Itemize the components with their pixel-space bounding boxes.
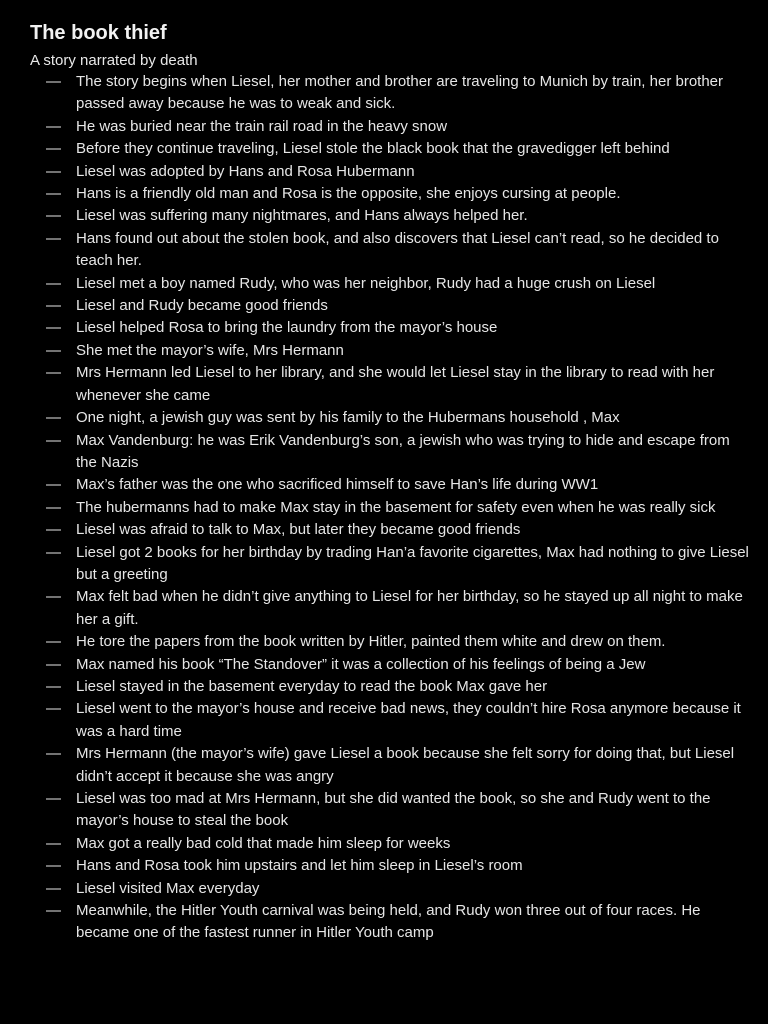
- list-item-text: Liesel was afraid to talk to Max, but later they became good friends: [76, 521, 521, 539]
- list-item-text: Max felt bad when he didn’t give anything to Liesel for her birthday, so he stayed up all night to make her a gift.: [76, 588, 743, 628]
- list-item-text: Mrs Hermann led Liesel to her library, and she would let Liesel stay in the library to read with her whenever she came: [76, 364, 715, 404]
- list-item-text: One night, a jewish guy was sent by his family to the Hubermans household , Max: [76, 409, 620, 427]
- dash-bullet-icon: —: [46, 857, 61, 875]
- list-item[interactable]: [30, 586, 750, 631]
- list-item[interactable]: [30, 631, 750, 653]
- list-item[interactable]: [30, 542, 750, 587]
- dash-bullet-icon: —: [46, 879, 61, 897]
- list-item-text: Liesel visited Max everyday: [76, 879, 260, 897]
- list-item[interactable]: [30, 138, 750, 160]
- list-item[interactable]: [30, 340, 750, 362]
- dash-bullet-icon: —: [46, 498, 61, 516]
- list-item[interactable]: [30, 71, 750, 116]
- list-item[interactable]: [30, 205, 750, 227]
- list-item[interactable]: [30, 228, 750, 273]
- dash-bullet-icon: —: [46, 431, 61, 449]
- list-item-text: Liesel went to the mayor’s house and receive bad news, they couldn’t hire Rosa anymore because it was a hard time: [76, 700, 741, 740]
- list-item[interactable]: [30, 474, 750, 496]
- list-item[interactable]: [30, 698, 750, 743]
- dash-bullet-icon: —: [46, 745, 61, 763]
- list-item[interactable]: [30, 497, 750, 519]
- list-item-text: Mrs Hermann (the mayor’s wife) gave Liesel a book because she felt sorry for doing that, but Liesel didn’t accept it because she was angry: [76, 745, 735, 785]
- list-item-text: She met the mayor’s wife, Mrs Hermann: [76, 341, 344, 359]
- dash-bullet-icon: —: [46, 140, 61, 158]
- list-item-text: Max Vandenburg: he was Erik Vandenburg’s son, a jewish who was trying to hide and escape from the Nazis: [76, 431, 730, 471]
- dash-bullet-icon: —: [46, 476, 61, 494]
- dash-bullet-icon: —: [46, 274, 61, 292]
- dash-bullet-icon: —: [46, 341, 61, 359]
- list-item-text: The story begins when Liesel, her mother and brother are traveling to Munich by train, her brother passed away because he was to weak and sick.: [76, 73, 724, 113]
- list-item-text: Liesel was adopted by Hans and Rosa Hubermann: [76, 162, 415, 180]
- dash-bullet-icon: —: [46, 409, 61, 427]
- dash-bullet-icon: —: [46, 655, 61, 673]
- list-item[interactable]: [30, 116, 750, 138]
- list-item-text: Max’s father was the one who sacrificed himself to save Han’s life during WW1: [76, 476, 599, 494]
- list-item[interactable]: [30, 273, 750, 295]
- dash-bullet-icon: —: [46, 790, 61, 807]
- list-item[interactable]: [30, 161, 750, 183]
- list-item[interactable]: [30, 317, 750, 339]
- list-item-text: He tore the papers from the book written by Hitler, painted them white and drew on them.: [76, 633, 666, 651]
- dash-bullet-icon: —: [46, 543, 61, 561]
- list-item-text: Liesel and Rudy became good friends: [76, 297, 328, 315]
- list-item-text: Liesel helped Rosa to bring the laundry from the mayor’s house: [76, 319, 498, 337]
- dash-bullet-icon: —: [46, 229, 61, 247]
- list-item-text: Meanwhile, the Hitler Youth carnival was being held, and Rudy won three out of four races. He became one of the fastest runner in Hitler Youth camp: [76, 902, 701, 942]
- dash-bullet-icon: —: [46, 521, 61, 539]
- list-item[interactable]: [30, 183, 750, 205]
- list-item-text: Before they continue traveling, Liesel stole the black book that the gravedigger left behind: [76, 140, 670, 158]
- list-item-text: Hans is a friendly old man and Rosa is the opposite, she enjoys cursing at people.: [76, 185, 621, 203]
- list-item-text: Hans and Rosa took him upstairs and let him sleep in Liesel’s room: [76, 857, 523, 875]
- note-subtitle: A story narrated by death: [30, 52, 198, 69]
- list-item[interactable]: [30, 676, 750, 698]
- list-item-text: Liesel got 2 books for her birthday by trading Han’a favorite cigarettes, Max had nothing to give Liesel but a greeting: [76, 543, 749, 583]
- dash-bullet-icon: —: [46, 700, 61, 718]
- dash-bullet-icon: —: [46, 588, 61, 606]
- list-item[interactable]: [30, 407, 750, 429]
- list-item-text: He was buried near the train rail road in the heavy snow: [76, 117, 448, 135]
- list-item[interactable]: [30, 430, 750, 475]
- note-document[interactable]: [30, 20, 750, 945]
- dash-bullet-icon: —: [46, 677, 61, 695]
- dash-bullet-icon: —: [46, 319, 61, 337]
- list-item[interactable]: [30, 788, 750, 833]
- list-item-text: Max got a really bad cold that made him sleep for weeks: [76, 834, 451, 852]
- dash-bullet-icon: —: [46, 207, 61, 225]
- dash-bullet-icon: —: [46, 185, 61, 203]
- note-title: The book thief: [30, 22, 167, 44]
- list-item-text: Liesel stayed in the basement everyday to read the book Max gave her: [76, 677, 548, 695]
- bullet-list: [30, 71, 750, 945]
- dash-bullet-icon: —: [46, 364, 61, 382]
- list-item[interactable]: [30, 295, 750, 317]
- list-item-text: Hans found out about the stolen book, and also discovers that Liesel can’t read, so he decided to teach her.: [76, 229, 719, 270]
- dash-bullet-icon: —: [46, 297, 61, 315]
- list-item[interactable]: [30, 519, 750, 541]
- dash-bullet-icon: —: [46, 73, 61, 90]
- list-item[interactable]: [30, 654, 750, 676]
- dash-bullet-icon: —: [46, 834, 61, 852]
- list-item-text: The hubermanns had to make Max stay in the basement for safety even when he was really sick: [76, 498, 716, 516]
- list-item[interactable]: [30, 743, 750, 788]
- list-item-text: Liesel was too mad at Mrs Hermann, but she did wanted the book, so she and Rudy went to the mayor’s house to steal the book: [76, 790, 711, 830]
- dash-bullet-icon: —: [46, 633, 61, 651]
- list-item[interactable]: [30, 362, 750, 407]
- list-item[interactable]: [30, 900, 750, 945]
- dash-bullet-icon: —: [46, 902, 61, 920]
- list-item-text: Liesel met a boy named Rudy, who was her neighbor, Rudy had a huge crush on Liesel: [76, 274, 656, 292]
- list-item[interactable]: [30, 855, 750, 877]
- list-item-text: Liesel was suffering many nightmares, and Hans always helped her.: [76, 207, 528, 225]
- dash-bullet-icon: —: [46, 162, 61, 180]
- list-item[interactable]: [30, 878, 750, 900]
- dash-bullet-icon: —: [46, 117, 61, 135]
- list-item-text: Max named his book “The Standover” it was a collection of his feelings of being a Jew: [76, 655, 646, 673]
- list-item[interactable]: [30, 833, 750, 855]
